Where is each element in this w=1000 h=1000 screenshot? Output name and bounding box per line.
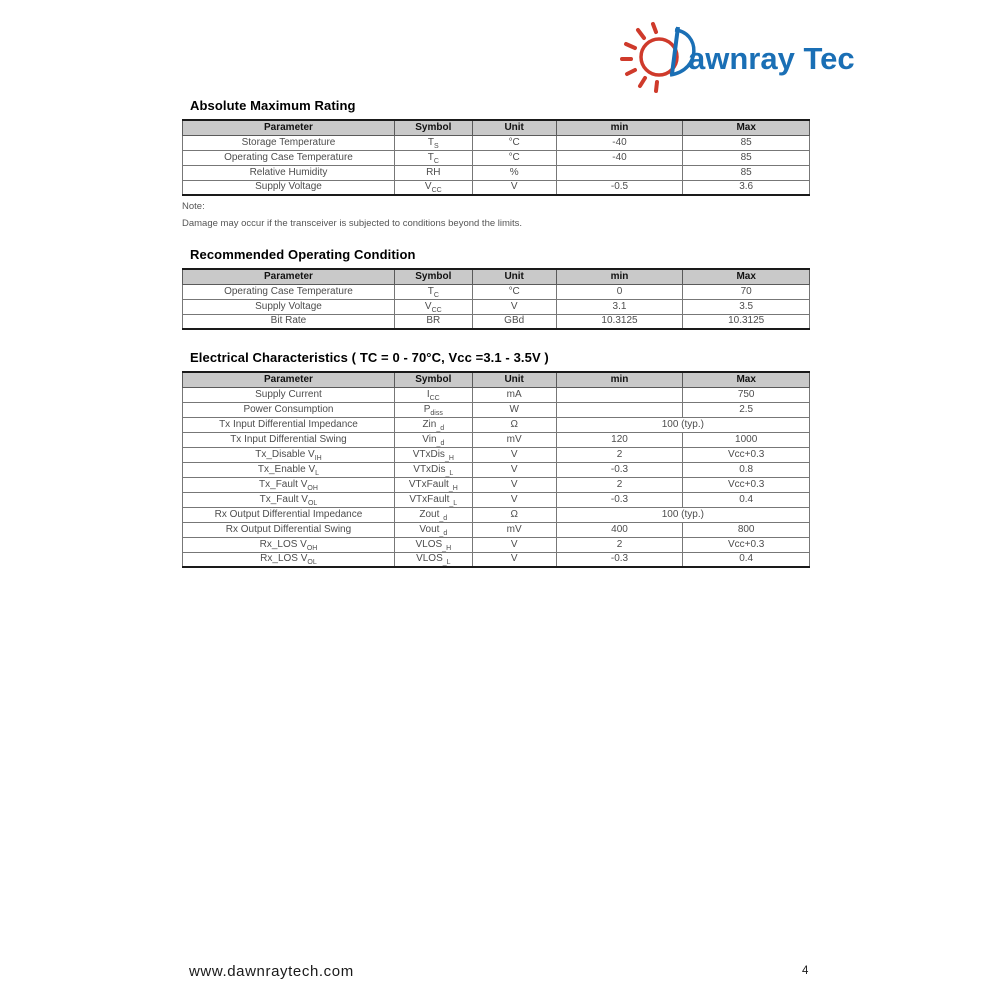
cell-unit: V [472,180,556,195]
cell-symbol: Vin$_{\_d}$ [394,432,472,447]
cell-symbol: Vout$_{\_d}$ [394,522,472,537]
cell-min: 2 [556,447,683,462]
cell-min: -0.3 [556,462,683,477]
cell-min: -0.3 [556,552,683,567]
table-row [183,507,810,522]
cell-max: 0.8 [683,462,810,477]
cell-parameter: Tx Input Differential Swing [183,432,395,447]
cell-unit: °C [472,135,556,150]
cell-symbol: Zin$_{\_d}$ [394,417,472,432]
electrical-characteristics-table [182,371,810,568]
cell-max: 800 [683,522,810,537]
cell-min: -0.5 [556,180,683,195]
cell-unit: mV [472,432,556,447]
table-row [183,402,810,417]
cell-min [556,165,683,180]
cell-parameter: Rx Output Differential Impedance [183,507,395,522]
cell-unit: °C [472,150,556,165]
cell-symbol: $V_{CC}$ [394,299,472,314]
cell-symbol: VTxDis$_{\_L}$ [394,462,472,477]
column-header-max: Max [683,269,810,284]
cell-max: 3.5 [683,299,810,314]
cell-parameter: Bit Rate [183,314,395,329]
cell-min-max-merged: 100 (typ.) [556,507,809,522]
cell-symbol: VTxDis$_{\_H}$ [394,447,472,462]
brand-text: awnray Tech [688,41,856,76]
cell-max: 10.3125 [683,314,810,329]
column-header-symbol: Symbol [394,372,472,387]
cell-unit: Ω [472,507,556,522]
cell-parameter: Tx_Fault $V_{OH}$ [183,477,395,492]
table-row [183,284,810,299]
cell-unit: % [472,165,556,180]
cell-unit: V [472,492,556,507]
cell-symbol: $P_{diss}$ [394,402,472,417]
column-header-parameter: Parameter [183,120,395,135]
cell-parameter: Rx Output Differential Swing [183,522,395,537]
table-row [183,492,810,507]
cell-unit: mV [472,522,556,537]
table-row [183,537,810,552]
cell-unit: V [472,477,556,492]
cell-symbol: $VLOS_{\_L}$ [394,552,472,567]
cell-symbol: $T_C$ [394,284,472,299]
cell-symbol: VTxFault$_{\_L}$ [394,492,472,507]
cell-parameter: Tx_Fault $V_{OL}$ [183,492,395,507]
cell-symbol: $VLOS_{\_H}$ [394,537,472,552]
section-title: Recommended Operating Condition [190,247,416,262]
cell-symbol: VTxFault$_{\_H}$ [394,477,472,492]
cell-max: 0.4 [683,552,810,567]
cell-parameter: Supply Current [183,387,395,402]
cell-min: -40 [556,135,683,150]
dawnray-logo-graphic [616,12,856,94]
cell-unit: mA [472,387,556,402]
cell-max: 1000 [683,432,810,447]
cell-parameter: Rx_LOS $V_{OH}$ [183,537,395,552]
column-header-min: min [556,120,683,135]
cell-parameter: Supply Voltage [183,180,395,195]
cell-unit: V [472,299,556,314]
cell-symbol: $T_C$ [394,150,472,165]
cell-max: 85 [683,135,810,150]
cell-parameter: Power Consumption [183,402,395,417]
table-row [183,552,810,567]
cell-parameter: Tx_Disable $V_{IH}$ [183,447,395,462]
table-row [183,299,810,314]
cell-parameter: Operating Case Temperature [183,150,395,165]
note-label: Note: [182,201,205,212]
cell-symbol: RH [394,165,472,180]
table-row [183,447,810,462]
cell-max: 3.6 [683,180,810,195]
cell-symbol: Zout$_{\_d}$ [394,507,472,522]
column-header-max: Max [683,120,810,135]
table-row [183,522,810,537]
table-header-row [183,372,810,387]
column-header-parameter: Parameter [183,372,395,387]
cell-parameter: Supply Voltage [183,299,395,314]
column-header-min: min [556,269,683,284]
cell-parameter: Storage Temperature [183,135,395,150]
cell-max: 0.4 [683,492,810,507]
column-header-unit: Unit [472,269,556,284]
cell-max: Vcc+0.3 [683,447,810,462]
column-header-parameter: Parameter [183,269,395,284]
cell-min-max-merged: 100 (typ.) [556,417,809,432]
cell-min: 400 [556,522,683,537]
cell-parameter: Operating Case Temperature [183,284,395,299]
company-logo [616,12,856,94]
column-header-unit: Unit [472,120,556,135]
section-recommended-operating-condition [182,247,810,330]
cell-unit: V [472,447,556,462]
column-header-max: Max [683,372,810,387]
column-header-unit: Unit [472,372,556,387]
table-row [183,417,810,432]
cell-max: 70 [683,284,810,299]
footer-website-url: www.dawnraytech.com [189,963,354,980]
section-electrical-characteristics [182,350,810,568]
cell-unit: W [472,402,556,417]
cell-min: 120 [556,432,683,447]
cell-min: 2 [556,477,683,492]
table-row [183,432,810,447]
column-header-min: min [556,372,683,387]
cell-parameter: Relative Humidity [183,165,395,180]
cell-parameter: Rx_LOS $V_{OL}$ [183,552,395,567]
cell-min: 2 [556,537,683,552]
cell-unit: V [472,462,556,477]
table-row [183,135,810,150]
cell-symbol: $I_{CC}$ [394,387,472,402]
footer-page-number: 4 [802,965,809,977]
table-row [183,180,810,195]
cell-min [556,402,683,417]
cell-max: Vcc+0.3 [683,537,810,552]
table-row [183,387,810,402]
cell-unit: GBd [472,314,556,329]
cell-unit: °C [472,284,556,299]
cell-max: 85 [683,150,810,165]
cell-min: -40 [556,150,683,165]
column-header-symbol: Symbol [394,120,472,135]
cell-max: 2.5 [683,402,810,417]
cell-unit: Ω [472,417,556,432]
cell-min: 0 [556,284,683,299]
recommended-operating-condition-table [182,268,810,330]
cell-symbol: $V_{CC}$ [394,180,472,195]
section-absolute-maximum-rating [182,98,810,229]
cell-max: 85 [683,165,810,180]
cell-symbol: $T_S$ [394,135,472,150]
cell-min: 3.1 [556,299,683,314]
section-title: Absolute Maximum Rating [190,98,356,113]
cell-max: 750 [683,387,810,402]
column-header-symbol: Symbol [394,269,472,284]
table-row [183,314,810,329]
cell-max: Vcc+0.3 [683,477,810,492]
cell-symbol: BR [394,314,472,329]
cell-min: 10.3125 [556,314,683,329]
table-row [183,150,810,165]
cell-parameter: Tx Input Differential Impedance [183,417,395,432]
section-title: Electrical Characteristics ( TC = 0 - 70°C, Vcc =3.1 - 3.5V ) [190,350,549,365]
table-row [183,165,810,180]
absolute-maximum-rating-table [182,119,810,196]
cell-min [556,387,683,402]
table-row [183,477,810,492]
table-row [183,462,810,477]
cell-parameter: Tx_Enable $V_L$ [183,462,395,477]
table-header-row [183,120,810,135]
cell-unit: V [472,537,556,552]
cell-min: -0.3 [556,492,683,507]
table-header-row [183,269,810,284]
cell-unit: V [472,552,556,567]
note-text: Damage may occur if the transceiver is subjected to conditions beyond the limits. [182,218,523,229]
